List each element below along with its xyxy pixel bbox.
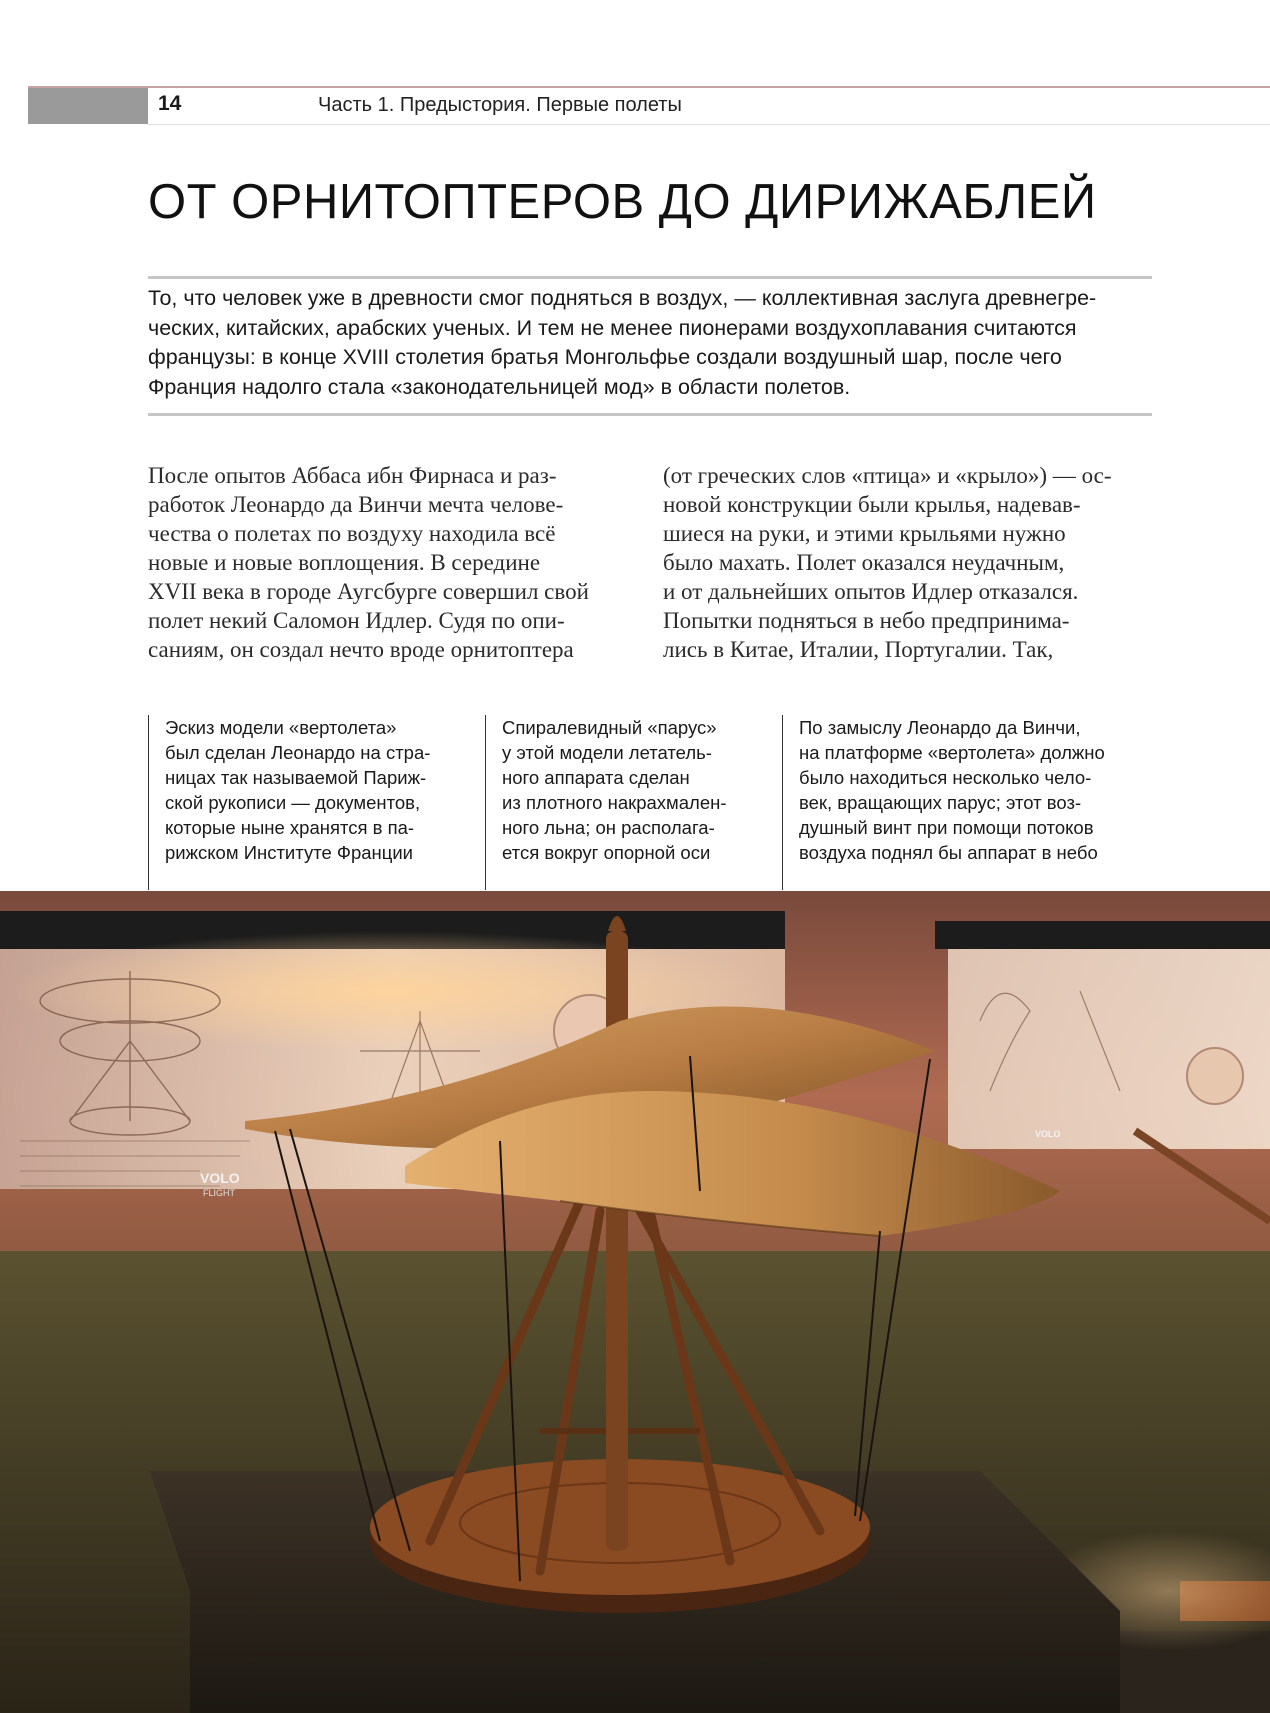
panel-logo-volo: VOLO [200, 1170, 240, 1186]
body-line: новой конструкции были крылья, надевав- [663, 492, 1081, 517]
caption-line: у этой модели летатель- [502, 742, 712, 763]
body-column-left [148, 461, 589, 664]
caption-sketch [148, 715, 430, 890]
caption-line: душный винт при помощи потоков [799, 817, 1094, 838]
running-title: Часть 1. Предыстория. Первые полеты [318, 94, 682, 116]
lead-bottom-rule [148, 413, 1152, 416]
lead-top-rule [148, 276, 1152, 279]
panel-logo-volo-right: VOLO [1035, 1129, 1061, 1139]
caption-line: которые ныне хранятся в па- [165, 817, 415, 838]
lead-paragraph [148, 284, 1152, 402]
body-line: После опытов Аббаса ибн Фирнаса и раз- [148, 463, 557, 488]
body-line: работок Леонардо да Винчи мечта челове- [148, 492, 564, 517]
caption-line: воздуха поднял бы аппарат в небо [799, 842, 1098, 863]
body-line: XVII века в городе Аугсбурге совершил свой [148, 579, 589, 604]
caption-line: ного аппарата сделан [502, 767, 690, 788]
body-line: Попытки подняться в небо предпринима- [663, 608, 1070, 633]
caption-platform [782, 715, 1105, 890]
panel-logo-flight: FLIGHT [203, 1188, 236, 1198]
header-rule [28, 86, 1270, 88]
body-line: лись в Китае, Италии, Португалии. Так, [663, 637, 1054, 662]
caption-line: век, вращающих парус; этот воз- [799, 792, 1082, 813]
header-bottom-rule [148, 124, 1270, 125]
caption-line: был сделан Леонардо на стра- [165, 742, 431, 763]
body-line: и от дальнейших опытов Идлер отказался. [663, 579, 1079, 604]
caption-line: ницах так называемой Париж- [165, 767, 427, 788]
caption-line: из плотного накрахмален- [502, 792, 727, 813]
caption-line: ется вокруг опорной оси [502, 842, 711, 863]
panel-medallion-right [1187, 1048, 1243, 1104]
body-column-right [663, 461, 1112, 664]
caption-line: на платформе «вертолета» должно [799, 742, 1105, 763]
body-line: полет некий Саломон Идлер. Судя по опи- [148, 608, 565, 633]
body-line: было махать. Полет оказался неудачным, [663, 550, 1065, 575]
aerial-screw-photo [0, 891, 1270, 1713]
lead-line: Франция надолго стала «законодательницей мод» в области полетов. [148, 374, 851, 399]
body-line: чества о полетах по воздуху находила всё [148, 521, 556, 546]
caption-line: Эскиз модели «вертолета» [165, 717, 397, 738]
caption-sail [485, 715, 727, 890]
caption-line: ного льна; он располага- [502, 817, 715, 838]
caption-line: было находиться несколько чело- [799, 767, 1092, 788]
lead-line: французы: в конце XVIII столетия братья Монгольфье создали воздушный шар, после чего [148, 345, 1062, 369]
page-number: 14 [158, 92, 182, 115]
body-line: (от греческих слов «птица» и «крыло») — ос- [663, 463, 1112, 488]
page-title: ОТ ОРНИТОПТЕРОВ ДО ДИРИЖАБЛЕЙ [148, 175, 1097, 229]
header-tab-block [28, 88, 148, 124]
lead-line: ческих, китайских, арабских ученых. И тем не менее пионерами воздухоплавания считаются [148, 315, 1077, 340]
caption-line: Спиралевидный «парус» [502, 717, 717, 738]
caption-line: ской рукописи — документов, [165, 792, 421, 813]
body-line: новые и новые воплощения. В середине [148, 550, 541, 575]
body-line: саниям, он создал нечто вроде орнитоптера [148, 637, 574, 662]
lead-line: То, что человек уже в древности смог подняться в воздух, — коллективная заслуга древнегре- [148, 286, 1097, 310]
body-line: шиеся на руки, и этими крыльями нужно [663, 521, 1066, 546]
caption-line: По замыслу Леонардо да Винчи, [799, 717, 1081, 738]
caption-line: рижском Институте Франции [165, 842, 414, 863]
panel-shelf-right [935, 921, 1270, 949]
